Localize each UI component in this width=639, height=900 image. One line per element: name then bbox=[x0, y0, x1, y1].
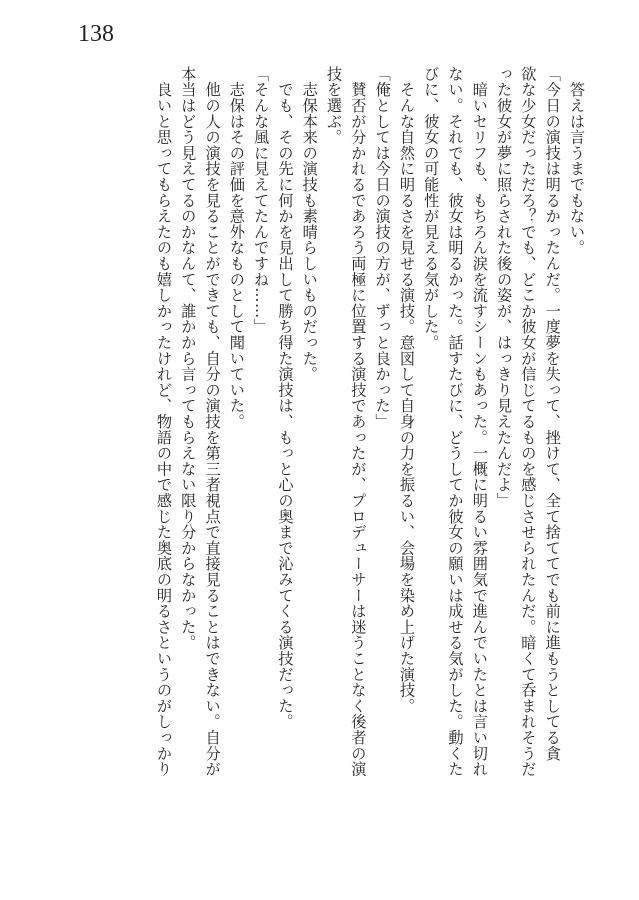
text-line: ない。それでも、彼女は明るかった。話すたびに、どうしてか彼女の願いは成せる気がした。動くた bbox=[446, 66, 465, 777]
text-line: 「そんな風に見えてたんですね……」 bbox=[252, 66, 271, 335]
text-line: 答えは言うまでもない。 bbox=[568, 66, 586, 256]
novel-body-text bbox=[69, 66, 589, 876]
text-line: 他の人の演技を見ることができても、自分の演技を第三者視点で直接見ることはできない。自分が bbox=[203, 66, 222, 777]
text-line: びに、彼女の可能性が見える気がした。 bbox=[422, 66, 441, 351]
text-line: 本当はどう見えてるのかなんて、誰かから言ってもらえない限り分からなかった。 bbox=[179, 66, 198, 651]
text-line: 良いと思ってもらえたのも嬉しかったけれど、物語の中で感じた奥底の明るさというのがしっかり bbox=[154, 66, 173, 777]
text-line: った彼女が夢に照らされた後の姿が、はっきり見えたんだよ」 bbox=[495, 66, 514, 509]
text-line: 志保本来の演技も素晴らしいものだった。 bbox=[300, 66, 319, 382]
text-line: 志保はその評価を意外なものとして聞いていた。 bbox=[227, 66, 246, 430]
text-line: 暗いセリフも、もちろん涙を流すシーンもあった。一概に明るい雰囲気で進んでいたとは言い切れ bbox=[470, 66, 489, 777]
text-line: でも、その先に何かを見出して勝ち得た演技は、もっと心の奥まで沁みてくる演技だった。 bbox=[276, 66, 295, 730]
text-line: 「俺としては今日の演技の方が、ずっと良かった」 bbox=[373, 66, 392, 430]
page-number: 138 bbox=[78, 21, 114, 47]
text-line: 欲な少女だっただろ？でも、どこか彼女が信じてるものを感じさせられたんだ。暗くて呑まれそうだ bbox=[519, 66, 538, 777]
text-line: 技を選ぶ。 bbox=[325, 66, 344, 145]
text-line: そんな自然に明るさを見せる演技。意図して自身の力を振るい、会場を染め上げた演技。 bbox=[397, 66, 416, 714]
text-line: 「今日の演技は明るかったんだ。一度夢を失って、挫けて、全て捨ててでも前に進もうとしてる貪 bbox=[543, 66, 562, 762]
text-line: 賛否が分かれるであろう両極に位置する演技であったが、プロデューサーは迷うことなく後者の演 bbox=[349, 66, 368, 777]
